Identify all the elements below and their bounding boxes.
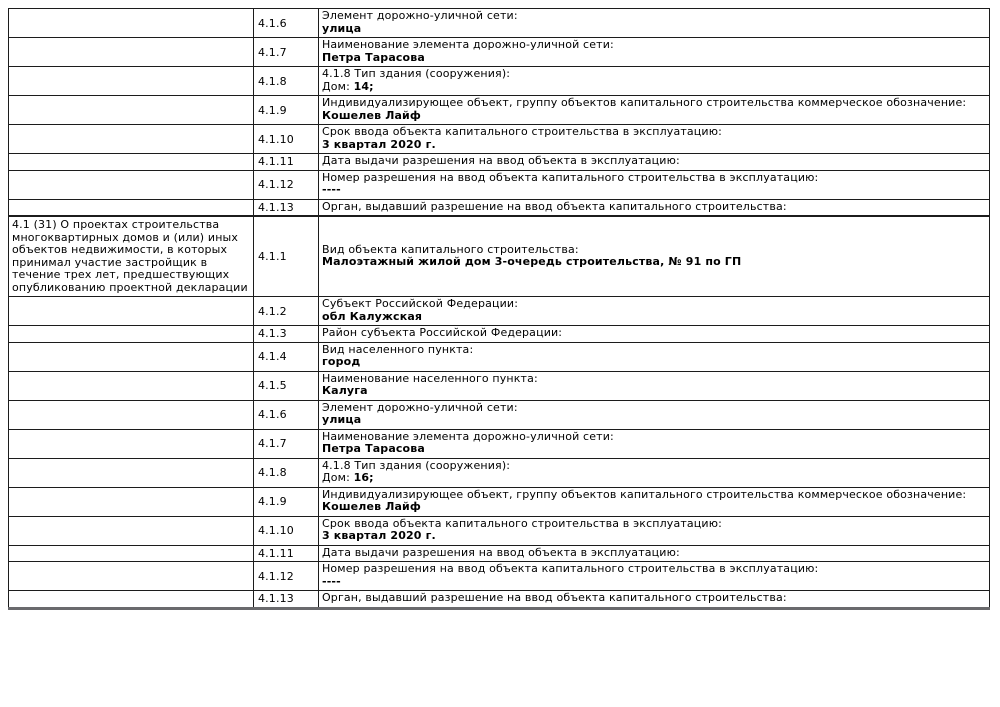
row-code: 4.1.9 — [254, 96, 319, 125]
section-label-cell — [9, 199, 254, 216]
row-code: 4.1.12 — [254, 562, 319, 591]
row-code: 4.1.1 — [254, 216, 319, 297]
row-label: 4.1.8 Тип здания (сооружения): — [322, 458, 511, 472]
row-value-bold: Калуга — [322, 384, 368, 397]
row-content-cell — [319, 297, 990, 326]
row-value — [322, 530, 985, 543]
section-label-cell — [9, 297, 254, 326]
row-code: 4.1.11 — [254, 545, 319, 562]
row-label: Дата выдачи разрешения на ввод объекта в эксплуатацию: — [322, 545, 680, 559]
row-content-cell — [319, 487, 990, 516]
row-content-cell — [319, 38, 990, 67]
row-value-bold: 3 квартал 2020 г. — [322, 137, 436, 151]
row-value-bold: ---- — [322, 574, 341, 588]
row-value — [322, 472, 985, 485]
table-row — [9, 9, 990, 38]
row-content-cell — [319, 342, 990, 371]
table-row — [9, 154, 990, 171]
row-content-cell — [319, 371, 990, 400]
row-content-cell — [319, 562, 990, 591]
row-label: Орган, выдавший разрешение на ввод объекта капитального строительства: — [322, 199, 787, 213]
row-code: 4.1.13 — [254, 199, 319, 216]
section-label-cell — [9, 562, 254, 591]
row-code: 4.1.6 — [254, 9, 319, 38]
section-label-cell — [9, 400, 254, 429]
row-code: 4.1.11 — [254, 154, 319, 171]
table-row — [9, 591, 990, 609]
row-content-cell — [319, 326, 990, 343]
row-value — [322, 139, 985, 152]
table-row — [9, 297, 990, 326]
table-row — [9, 562, 990, 591]
section-label-cell — [9, 67, 254, 96]
row-label: Наименование элемента дорожно-уличной сети: — [322, 429, 614, 443]
row-code: 4.1.10 — [254, 125, 319, 154]
section-label-cell: 4.1 (31) О проектах строительства многоквартирных домов и (или) иных объектов недвижимости, в которых принимал участие застройщик в течение трех лет, предшествующих опубликованию проектной декларации — [9, 216, 254, 297]
row-label: Наименование элемента дорожно-уличной сети: — [322, 38, 614, 51]
row-label: Орган, выдавший разрешение на ввод объекта капитального строительства: — [322, 591, 787, 604]
row-code: 4.1.9 — [254, 487, 319, 516]
project-declaration-table — [8, 8, 990, 610]
row-value-bold: Петра Тарасова — [322, 50, 425, 64]
row-value-bold: улица — [322, 21, 362, 35]
row-value — [322, 443, 985, 456]
row-content-cell — [319, 400, 990, 429]
row-value-bold: 16; — [353, 471, 374, 484]
row-value-bold: обл Калужская — [322, 309, 423, 323]
section-label-cell — [9, 125, 254, 154]
table-row — [9, 400, 990, 429]
row-value — [322, 256, 985, 269]
section-label-cell — [9, 342, 254, 371]
row-content-cell — [319, 545, 990, 562]
table-row — [9, 170, 990, 199]
section-label-cell — [9, 38, 254, 67]
row-value-bold: Малоэтажный жилой дом 3-очередь строительства, № 91 по ГП — [322, 255, 742, 268]
row-label: Индивидуализирующее объект, группу объектов капитального строительства коммерческое обозначение: — [322, 96, 967, 109]
row-code: 4.1.7 — [254, 38, 319, 67]
section-label-cell — [9, 371, 254, 400]
row-label: Дата выдачи разрешения на ввод объекта в эксплуатацию: — [322, 154, 680, 167]
row-value — [322, 576, 985, 589]
row-content-cell — [319, 96, 990, 125]
row-label: Район субъекта Российской Федерации: — [322, 326, 563, 339]
row-label: Срок ввода объекта капитального строительства в эксплуатацию: — [322, 125, 722, 138]
row-content-cell — [319, 429, 990, 458]
row-code: 4.1.4 — [254, 342, 319, 371]
table-row — [9, 125, 990, 154]
table-row-section-start — [9, 216, 990, 297]
row-value — [322, 414, 985, 427]
section-label-cell — [9, 545, 254, 562]
row-value — [322, 311, 985, 324]
row-value — [322, 385, 985, 398]
row-code: 4.1.8 — [254, 67, 319, 96]
row-value-bold: 3 квартал 2020 г. — [322, 529, 436, 542]
row-label: Индивидуализирующее объект, группу объектов капитального строительства коммерческое обозначение: — [322, 487, 967, 501]
row-value-bold: Кошелев Лайф — [322, 108, 421, 122]
row-code: 4.1.8 — [254, 458, 319, 487]
section-label-cell — [9, 170, 254, 199]
row-label: Вид объекта капитального строительства: — [322, 242, 579, 256]
row-code: 4.1.7 — [254, 429, 319, 458]
row-code: 4.1.5 — [254, 371, 319, 400]
table-row — [9, 326, 990, 343]
section-label-cell — [9, 96, 254, 125]
row-label: Наименование населенного пункта: — [322, 371, 538, 385]
row-content-cell — [319, 516, 990, 545]
row-value-bold: улица — [322, 413, 362, 426]
row-content-cell — [319, 216, 990, 297]
row-content-cell — [319, 9, 990, 38]
row-value — [322, 52, 985, 65]
row-content-cell — [319, 67, 990, 96]
row-value-bold: Кошелев Лайф — [322, 500, 421, 513]
section-label-cell — [9, 458, 254, 487]
row-content-cell — [319, 170, 990, 199]
table-row — [9, 342, 990, 371]
row-content-cell — [319, 591, 990, 609]
table-row — [9, 429, 990, 458]
row-content-cell — [319, 125, 990, 154]
row-label: Срок ввода объекта капитального строительства в эксплуатацию: — [322, 516, 722, 530]
row-value — [322, 110, 985, 123]
row-code: 4.1.6 — [254, 400, 319, 429]
table-row — [9, 516, 990, 545]
section-label-cell — [9, 429, 254, 458]
section-label-cell — [9, 516, 254, 545]
table-row — [9, 458, 990, 487]
table-row — [9, 199, 990, 216]
section-label-cell — [9, 591, 254, 609]
row-value-bold: ---- — [322, 183, 341, 196]
row-value-bold: 14; — [353, 79, 374, 93]
table-row — [9, 38, 990, 67]
row-code: 4.1.10 — [254, 516, 319, 545]
table-row — [9, 67, 990, 96]
row-label: Вид населенного пункта: — [322, 342, 474, 356]
table-row — [9, 487, 990, 516]
row-value — [322, 23, 985, 36]
row-value — [322, 184, 985, 197]
row-value — [322, 501, 985, 514]
row-code: 4.1.12 — [254, 170, 319, 199]
table-row — [9, 96, 990, 125]
section-label-cell — [9, 487, 254, 516]
row-code: 4.1.13 — [254, 591, 319, 609]
section-label-cell — [9, 326, 254, 343]
row-label: 4.1.8 Тип здания (сооружения): — [322, 67, 511, 80]
row-label: Элемент дорожно-уличной сети: — [322, 9, 518, 22]
row-label: Элемент дорожно-уличной сети: — [322, 400, 518, 414]
table-row — [9, 545, 990, 562]
section-label-cell — [9, 9, 254, 38]
row-code: 4.1.2 — [254, 297, 319, 326]
row-value-prefix: Дом: — [322, 79, 354, 93]
row-code: 4.1.3 — [254, 326, 319, 343]
row-content-cell — [319, 458, 990, 487]
table-row — [9, 371, 990, 400]
section-label-cell — [9, 154, 254, 171]
row-value-bold: Петра Тарасова — [322, 442, 425, 455]
row-value — [322, 356, 985, 369]
row-label: Номер разрешения на ввод объекта капитального строительства в эксплуатацию: — [322, 562, 819, 575]
row-value-prefix: Дом: — [322, 471, 354, 484]
row-label: Субъект Российской Федерации: — [322, 297, 519, 310]
row-value-bold: город — [322, 355, 361, 368]
row-content-cell — [319, 199, 990, 216]
row-content-cell — [319, 154, 990, 171]
row-label: Номер разрешения на ввод объекта капитального строительства в эксплуатацию: — [322, 170, 819, 184]
row-value — [322, 81, 985, 94]
